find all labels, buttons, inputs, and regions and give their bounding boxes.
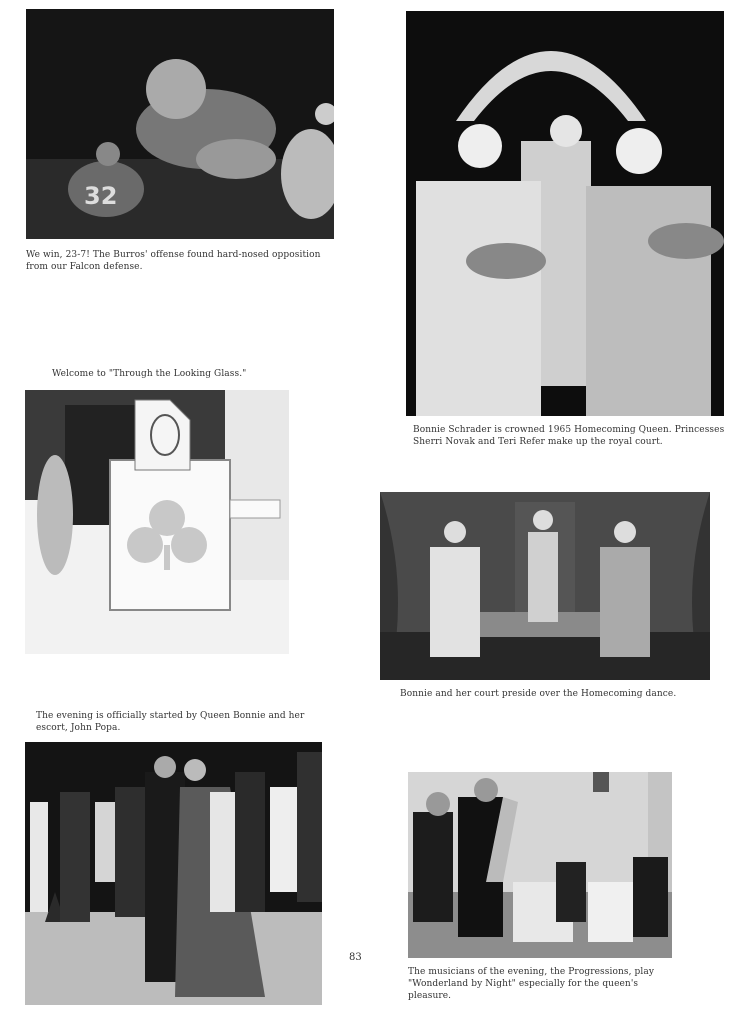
caption-queen-crowned: Bonnie Schrader is crowned 1965 Homecoming Queen. Princesses Sherri Novak and Teri Refer make up the royal court. — [413, 425, 725, 447]
photo-dance — [25, 742, 322, 1005]
photo-band — [408, 772, 672, 958]
caption-looking-glass: Welcome to "Through the Looking Glass." — [52, 369, 247, 379]
svg-text:32: 32 — [84, 182, 118, 210]
caption-court-preside: Bonnie and her court preside over the Homecoming dance. — [400, 689, 677, 699]
photo-queen-court — [406, 11, 724, 416]
photo-card-costume — [25, 390, 289, 654]
page-number: 83 — [349, 952, 362, 963]
caption-football: We win, 23-7! The Burros' offense found hard-nosed opposition from our Falcon defense. — [26, 250, 321, 272]
caption-evening-started: The evening is officially started by Queen Bonnie and her escort, John Popa. — [36, 711, 305, 733]
photo-throne — [380, 492, 710, 680]
caption-musicians: The musicians of the evening, the Progressions, play "Wonderland by Night" especially for the queen's pleasure. — [408, 967, 655, 1001]
photo-football — [26, 9, 334, 239]
